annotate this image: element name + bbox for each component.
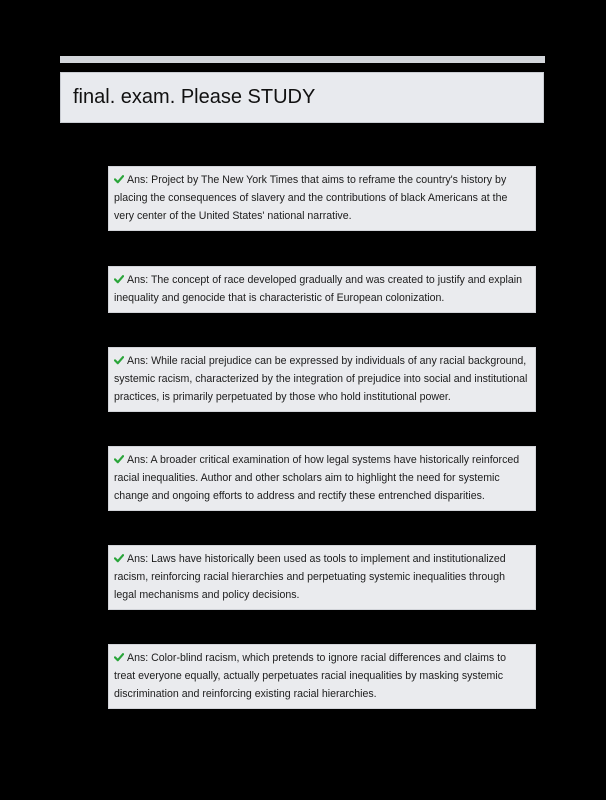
answer-box-4 (108, 446, 536, 511)
answer-box-1 (108, 166, 536, 231)
check-icon (114, 553, 124, 563)
check-icon (114, 355, 124, 365)
answer-box-2 (108, 266, 536, 313)
answer-box-6 (108, 644, 536, 709)
answer-text: Ans: Color-blind racism, which pretends to ignore racial differences and claims to treat everyone equally, actually perpetuates racial inequalities by masking systemic discrimination and reinforcing existing racial hierarchies. (114, 652, 507, 700)
answer-box-5 (108, 545, 536, 610)
answer-text: Ans: Project by The New York Times that aims to reframe the country's history by placing the consequences of slavery and the contributions of black Americans at the very center of the United States' national narrative. (114, 174, 508, 222)
answer-text: Ans: While racial prejudice can be expressed by individuals of any racial background, systemic racism, characterized by the integration of prejudice into social and institutional practices, is primarily perpetuated by those who hold institutional power. (114, 355, 528, 403)
check-icon (114, 274, 124, 284)
answer-text: Ans: The concept of race developed gradually and was created to justify and explain inequality and genocide that is characteristic of European colonization. (114, 274, 522, 304)
answer-text: Ans: Laws have historically been used as tools to implement and institutionalized racism, reinforcing racial hierarchies and perpetuating systemic inequalities through legal mechanisms and policy decisions. (114, 553, 506, 601)
answer-box-3 (108, 347, 536, 412)
answer-text: Ans: A broader critical examination of how legal systems have historically reinforced racial inequalities. Author and other scholars aim to highlight the need for systemic change and ongoing efforts to address and rectify these entrenched disparities. (114, 454, 520, 502)
check-icon (114, 652, 124, 662)
check-icon (114, 174, 124, 184)
check-icon (114, 454, 124, 464)
title-banner (60, 72, 544, 123)
top-divider (60, 56, 545, 63)
page-title: final. exam. Please STUDY (73, 86, 316, 108)
